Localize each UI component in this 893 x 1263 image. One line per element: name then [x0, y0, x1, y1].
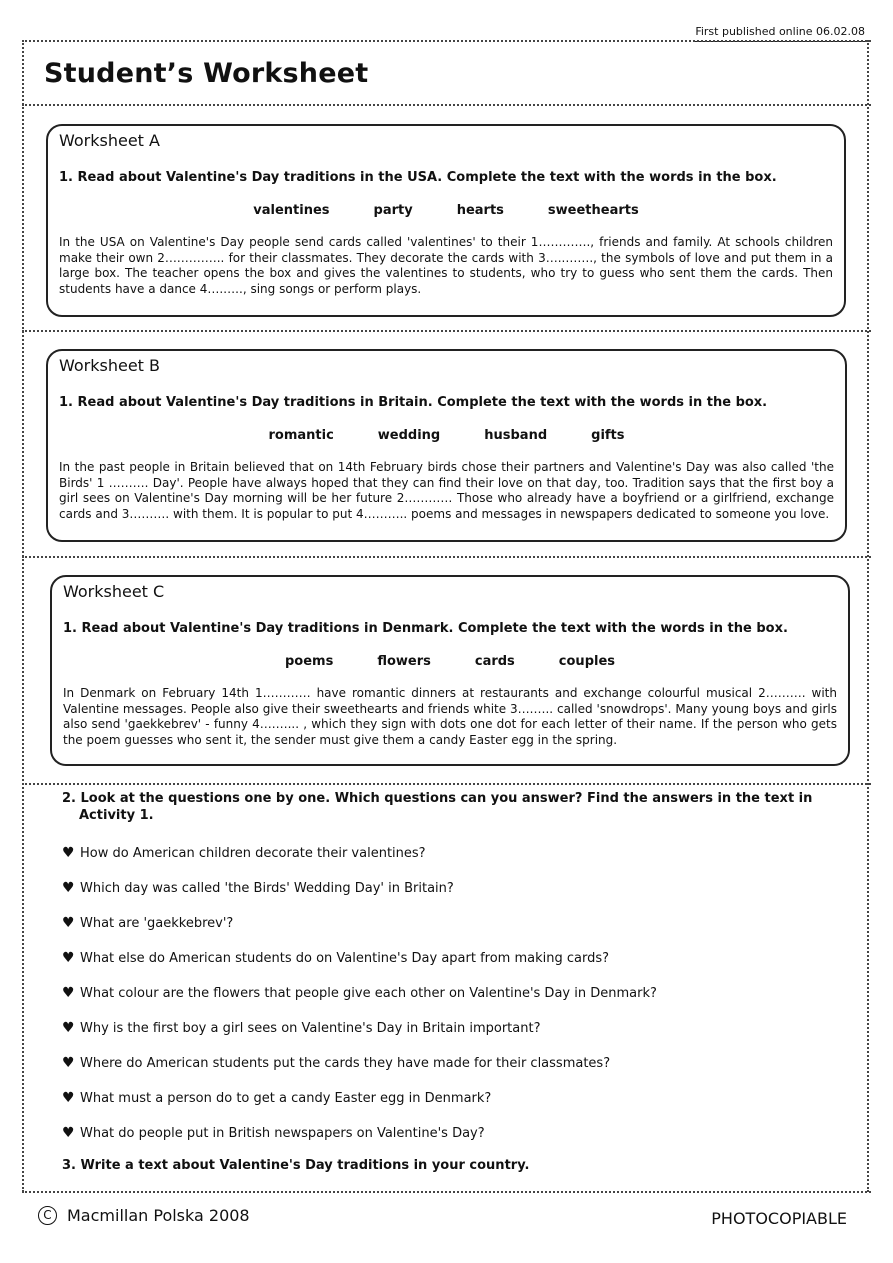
heart-icon: ♥ [62, 915, 75, 931]
worksheet-label: Worksheet C [63, 582, 165, 601]
worksheet-label: Worksheet A [59, 131, 160, 150]
page-title: Student’s Worksheet [44, 58, 369, 89]
activity-2 [62, 790, 822, 824]
worksheet-instruction: 1. Read about Valentine's Day traditions in Denmark. Complete the text with the words in the box. [63, 621, 788, 636]
word-box-item: poems [284, 654, 334, 669]
question-item [62, 950, 609, 966]
question-item [62, 880, 454, 896]
question-item [62, 1090, 491, 1106]
dotted-divider [22, 40, 871, 42]
copyright-text: Macmillan Polska 2008 [67, 1206, 250, 1225]
question-text: What are 'gaekkebrev'? [80, 915, 234, 931]
question-item [62, 985, 657, 1001]
question-text: What else do American students do on Valentine's Day apart from making cards? [80, 950, 610, 966]
question-item [62, 845, 426, 861]
word-box [59, 428, 834, 443]
worksheet-b [46, 349, 847, 542]
heart-icon: ♥ [62, 1055, 75, 1071]
word-box-item: romantic [268, 428, 334, 443]
question-item [62, 915, 233, 931]
question-text: What colour are the flowers that people give each other on Valentine's Day in Denmark? [80, 985, 657, 1001]
word-box-item: wedding [377, 428, 441, 443]
heart-icon: ♥ [62, 1125, 75, 1141]
worksheet-text: In the past people in Britain believed that on 14th February birds chose their partners and Valentine's Day was also called 'the Birds' 1 ………. Day'. People have always hoped that they can find their love on that day, too. Tradition says that the first boy a girl sees on Valentine's Day morning will be her future 2………… Those who already have a boyfriend or a girlfriend, exchange cards and 3………. with them. It is popular to put 4……….. poems and messages in newspapers dedicated to someone you love. [59, 460, 834, 521]
word-box-item: cards [474, 654, 515, 669]
question-text: What must a person do to get a candy Easter egg in Denmark? [80, 1090, 492, 1106]
dotted-divider [22, 783, 871, 785]
worksheet-a [46, 124, 846, 317]
worksheet-instruction: 1. Read about Valentine's Day traditions in Britain. Complete the text with the words in the box. [59, 395, 768, 410]
copyright-icon: C [38, 1206, 57, 1225]
word-box-item: gifts [591, 428, 625, 443]
activity-2-heading: 2. Look at the questions one by one. Which questions can you answer? Find the answers in the text in Activity 1. [62, 791, 813, 823]
dotted-left-border [22, 40, 24, 1192]
dotted-divider [22, 556, 871, 558]
dotted-divider [22, 104, 871, 106]
word-box-item: valentines [253, 203, 330, 218]
heart-icon: ♥ [62, 950, 75, 966]
worksheet-text: In the USA on Valentine's Day people send cards called 'valentines' to their 1…………., friends and family. At schools children make their own 2….……….. for their classmates. They decorate the cards with 3…..……., the symbols of love and put them in a large box. The teacher opens the box and gives the valentines to students, who try to guess who sent them the cards. Then students have a dance 4….….., sing songs or perform plays. [59, 235, 833, 296]
word-box-item: party [373, 203, 413, 218]
dotted-divider [22, 1191, 871, 1193]
question-item [62, 1055, 610, 1071]
word-box-item: husband [484, 428, 548, 443]
publication-date: First published online 06.02.08 [695, 25, 865, 42]
photocopiable-label: PHOTOCOPIABLE [711, 1209, 847, 1228]
worksheet-c [50, 575, 850, 766]
worksheet-label: Worksheet B [59, 356, 161, 375]
question-text: Which day was called 'the Birds' Wedding Day' in Britain? [80, 880, 454, 896]
heart-icon: ♥ [62, 1090, 75, 1106]
word-box [63, 654, 837, 669]
worksheet-text: In Denmark on February 14th 1………… have romantic dinners at restaurants and exchange colourful musical 2………. with Valentine messages. People also give their sweethearts and friends white 3….….. called 'snowdrops'. Many young boys and girls also send 'gaekkebrev' - funny 4….…... , which they sign with dots one dot for each letter of their name. If the person who gets the poem guesses who sent it, the sender must give them a candy Easter egg in the spring. [63, 686, 837, 747]
question-text: Why is the first boy a girl sees on Valentine's Day in Britain important? [80, 1020, 541, 1036]
question-item [62, 1020, 540, 1036]
heart-icon: ♥ [62, 985, 75, 1001]
heart-icon: ♥ [62, 1020, 75, 1036]
word-box-item: flowers [377, 654, 431, 669]
question-item [62, 1125, 485, 1141]
dotted-right-border [867, 40, 869, 1192]
heart-icon: ♥ [62, 880, 75, 896]
heart-icon: ♥ [62, 845, 75, 861]
word-box-item: sweethearts [547, 203, 639, 218]
dotted-divider [22, 330, 871, 332]
question-text: What do people put in British newspapers on Valentine's Day? [80, 1125, 485, 1141]
word-box-item: couples [558, 654, 616, 669]
worksheet-instruction: 1. Read about Valentine's Day traditions in the USA. Complete the text with the words in the box. [59, 170, 777, 185]
activity-3-heading: 3. Write a text about Valentine's Day traditions in your country. [62, 1158, 530, 1173]
word-box-item: hearts [456, 203, 504, 218]
word-box [59, 203, 833, 218]
question-text: Where do American students put the cards they have made for their classmates? [80, 1055, 611, 1071]
question-text: How do American children decorate their valentines? [80, 845, 426, 861]
copyright-notice [38, 1206, 250, 1225]
